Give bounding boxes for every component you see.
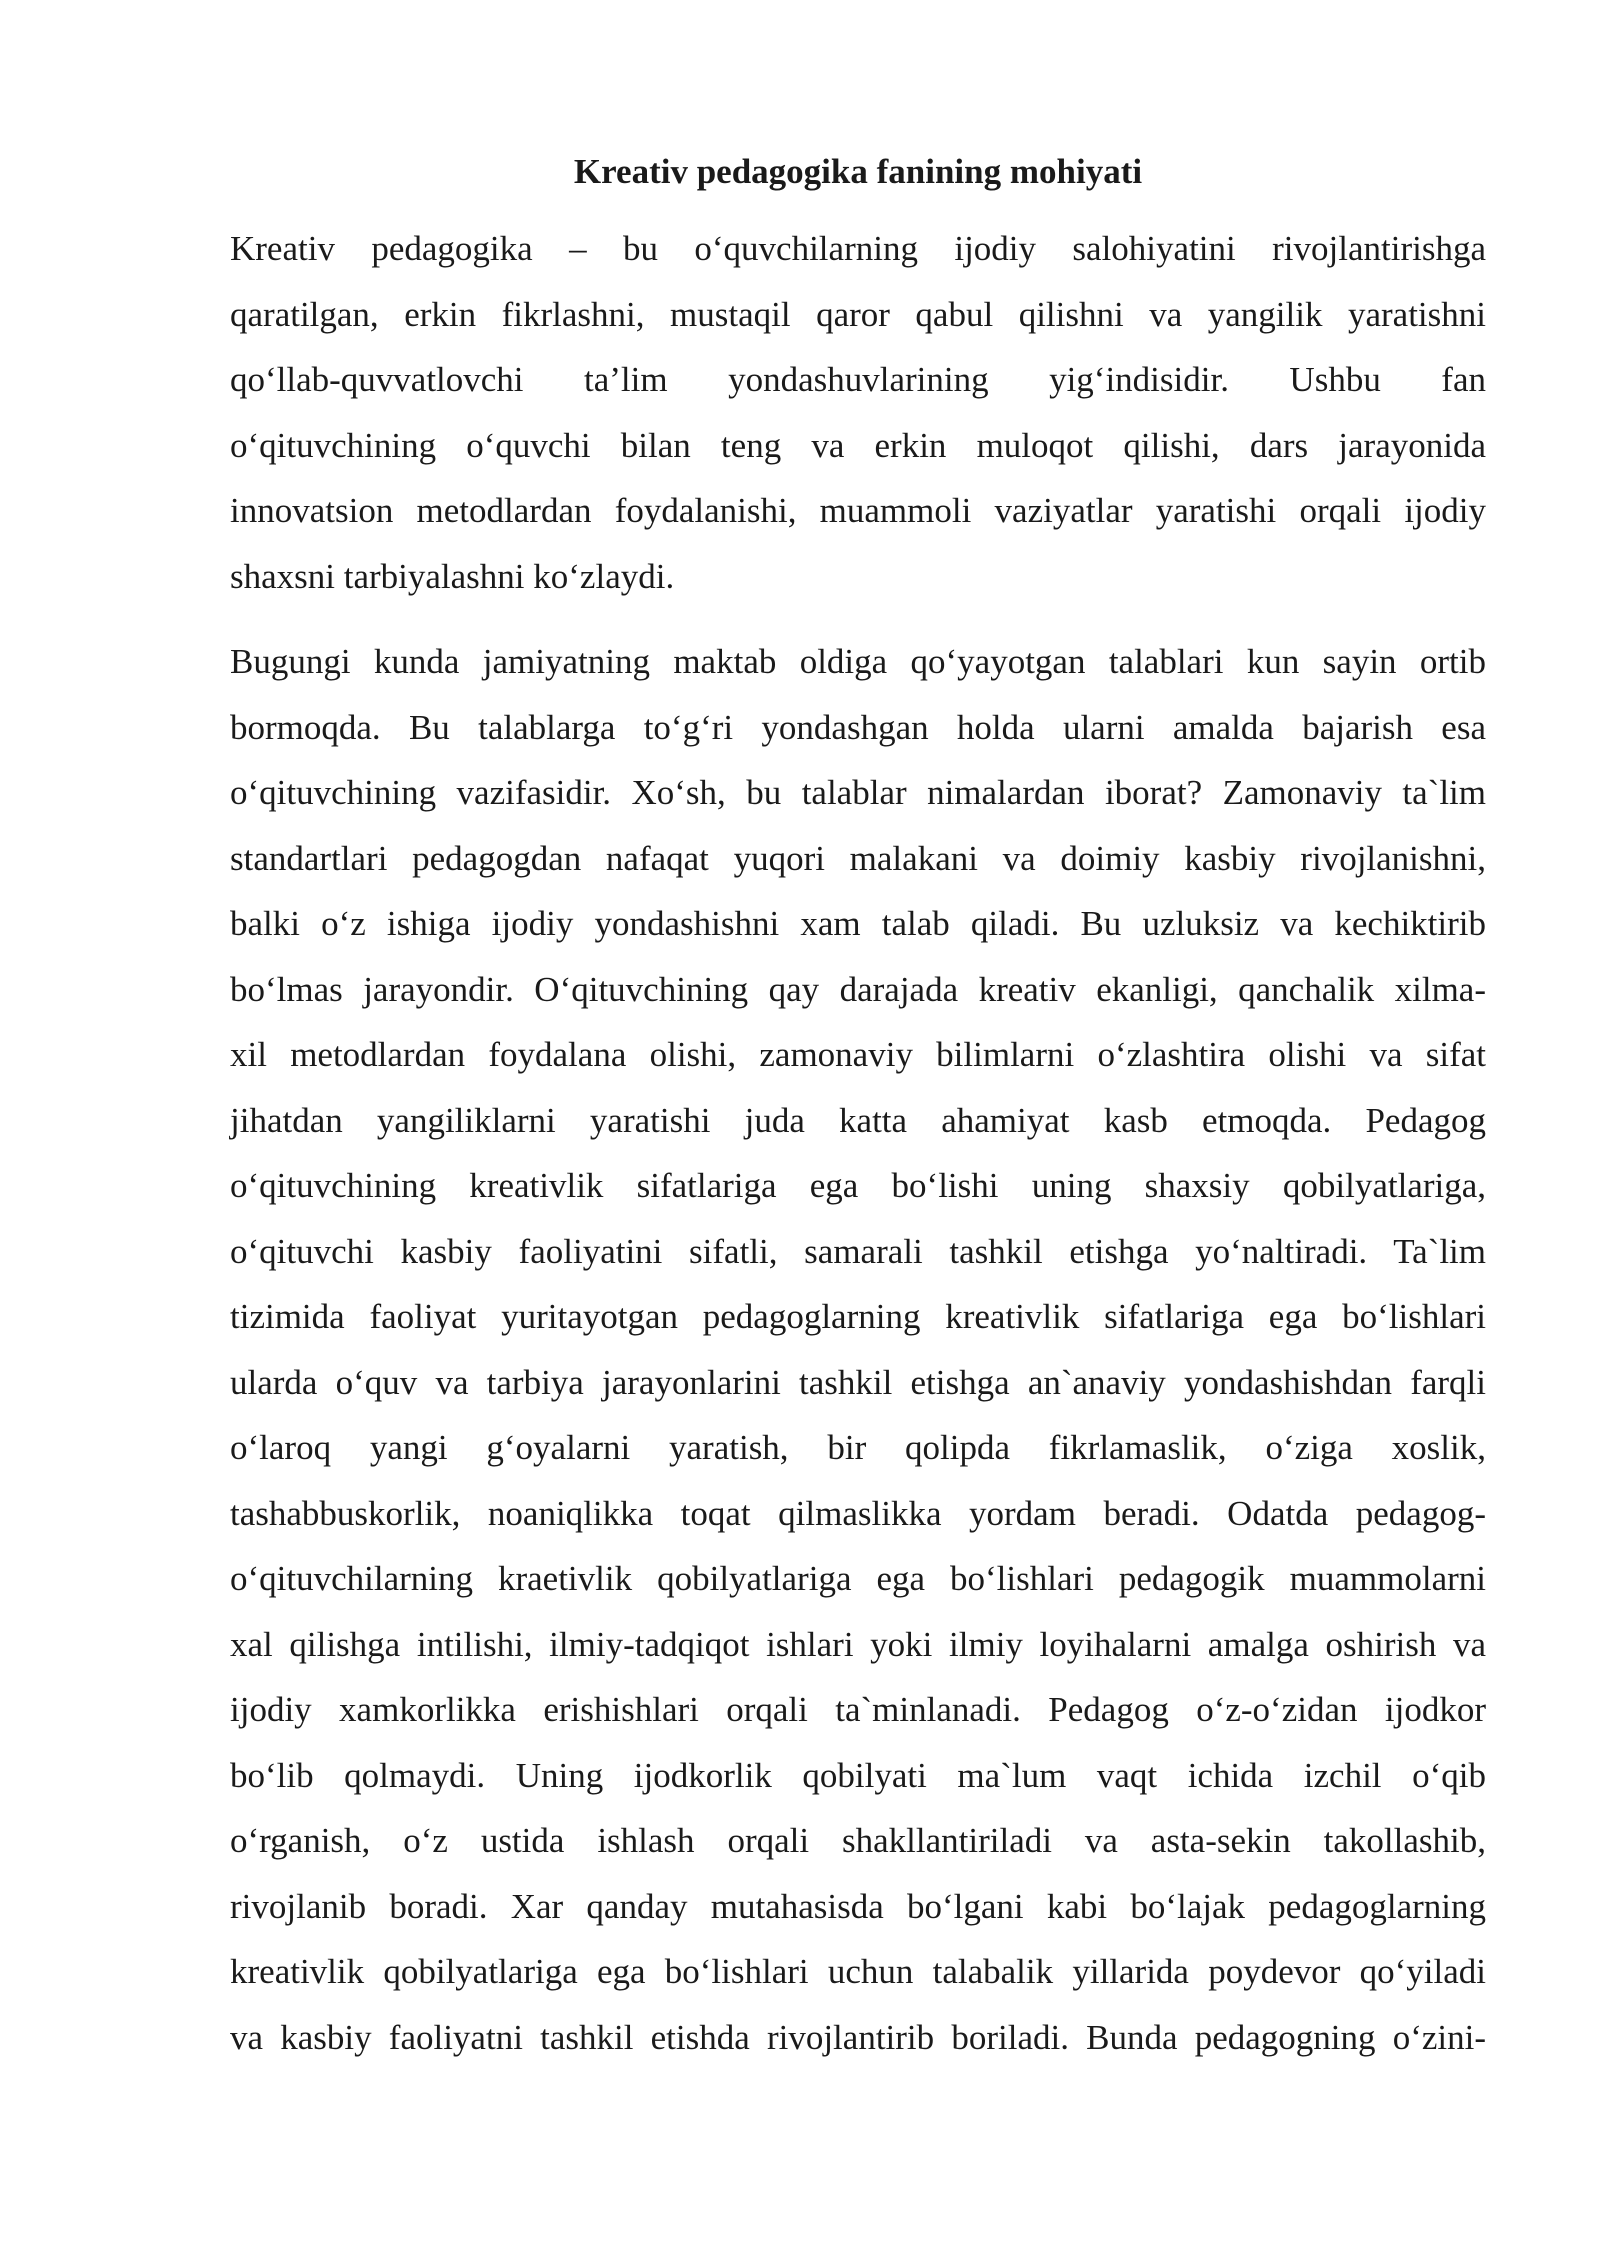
text-line: qaratilgan, erkin fikrlashni, mustaqil qaror qabul qilishni va yangilik yaratishni <box>230 294 1486 334</box>
text-line: jihatdan yangiliklarni yaratishi juda katta ahamiyat kasb etmoqda. Pedagog <box>230 1100 1486 1140</box>
text-line: Kreativ pedagogika – bu o‘quvchilarning ijodiy salohiyatini rivojlantirishga <box>230 229 1486 268</box>
text-line: o‘laroq yangi g‘oyalarni yaratish, bir qolipda fikrlamaslik, o‘ziga xoslik, <box>230 1428 1486 1467</box>
text-line: o‘qituvchilarning kraetivlik qobilyatlariga ega bo‘lishlari pedagogik muammolarni <box>230 1559 1486 1598</box>
document-title: Kreativ pedagogika fanining mohiyati <box>573 152 1143 191</box>
text-line: o‘qituvchining o‘quvchi bilan teng va erkin muloqot qilishi, dars jarayonida <box>230 425 1486 465</box>
paragraph-2 <box>230 629 1486 2070</box>
text-line: xal qilishga intilishi, ilmiy-tadqiqot ishlari yoki ilmiy loyihalarni amalga oshirish va <box>230 1624 1486 1664</box>
text-line: o‘qituvchining kreativlik sifatlariga ega bo‘lishi uning shaxsiy qobilyatlariga, <box>230 1166 1486 1205</box>
text-line: kreativlik qobilyatlariga ega bo‘lishlari uchun talabalik yillarida poydevor qo‘yiladi <box>230 1952 1486 1991</box>
text-line: o‘qituvchi kasbiy faoliyatini sifatli, samarali tashkil etishga yo‘naltiradi. Ta`lim <box>230 1231 1486 1271</box>
text-line: standartlari pedagogdan nafaqat yuqori malakani va doimiy kasbiy rivojlanishni, <box>230 838 1486 878</box>
text-line: tashabbuskorlik, noaniqlikka toqat qilmaslikka yordam beradi. Odatda pedagog- <box>230 1493 1486 1533</box>
text-line: o‘qituvchining vazifasidir. Xo‘sh, bu talablar nimalardan iborat? Zamonaviy ta`lim <box>230 773 1486 812</box>
document-page <box>230 148 1486 2090</box>
text-line: bormoqda. Bu talablarga to‘g‘ri yondashgan holda ularni amalda bajarish esa <box>230 707 1486 747</box>
text-line: qo‘llab-quvvatlovchi ta’lim yondashuvlarining yig‘indisidir. Ushbu fan <box>230 360 1486 399</box>
text-line: innovatsion metodlardan foydalanishi, muammoli vaziyatlar yaratishi orqali ijodiy <box>230 491 1486 530</box>
text-line: bo‘lmas jarayondir. O‘qituvchining qay darajada kreativ ekanligi, qanchalik xilma- <box>230 969 1486 1009</box>
text-line: Bugungi kunda jamiyatning maktab oldiga qo‘yayotgan talablari kun sayin ortib <box>230 642 1486 681</box>
text-line: tizimida faoliyat yuritayotgan pedagoglarning kreativlik sifatlariga ega bo‘lishlari <box>230 1297 1486 1336</box>
text-line: xil metodlardan foydalana olishi, zamonaviy bilimlarni o‘zlashtira olishi va sifat <box>230 1035 1486 1074</box>
paragraph-1 <box>230 216 1486 609</box>
text-line: ijodiy xamkorlikka erishishlari orqali ta`minlanadi. Pedagog o‘z-o‘zidan ijodkor <box>230 1690 1486 1729</box>
text-line: o‘rganish, o‘z ustida ishlash orqali shakllantiriladi va asta-sekin takollashib, <box>230 1821 1486 1860</box>
text-line: shaxsni tarbiyalashni ko‘zlaydi. <box>230 556 675 596</box>
text-line: va kasbiy faoliyatni tashkil etishda rivojlantirib boriladi. Bunda pedagogning o‘zini- <box>230 2017 1486 2057</box>
text-line: ularda o‘quv va tarbiya jarayonlarini tashkil etishga an`anaviy yondashishdan farqli <box>230 1362 1486 1402</box>
text-line: rivojlanib boradi. Xar qanday mutahasisda bo‘lgani kabi bo‘lajak pedagoglarning <box>230 1886 1486 1926</box>
text-line: bo‘lib qolmaydi. Uning ijodkorlik qobilyati ma`lum vaqt ichida izchil o‘qib <box>230 1755 1486 1795</box>
text-line: balki o‘z ishiga ijodiy yondashishni xam talab qiladi. Bu uzluksiz va kechiktirib <box>230 904 1486 943</box>
